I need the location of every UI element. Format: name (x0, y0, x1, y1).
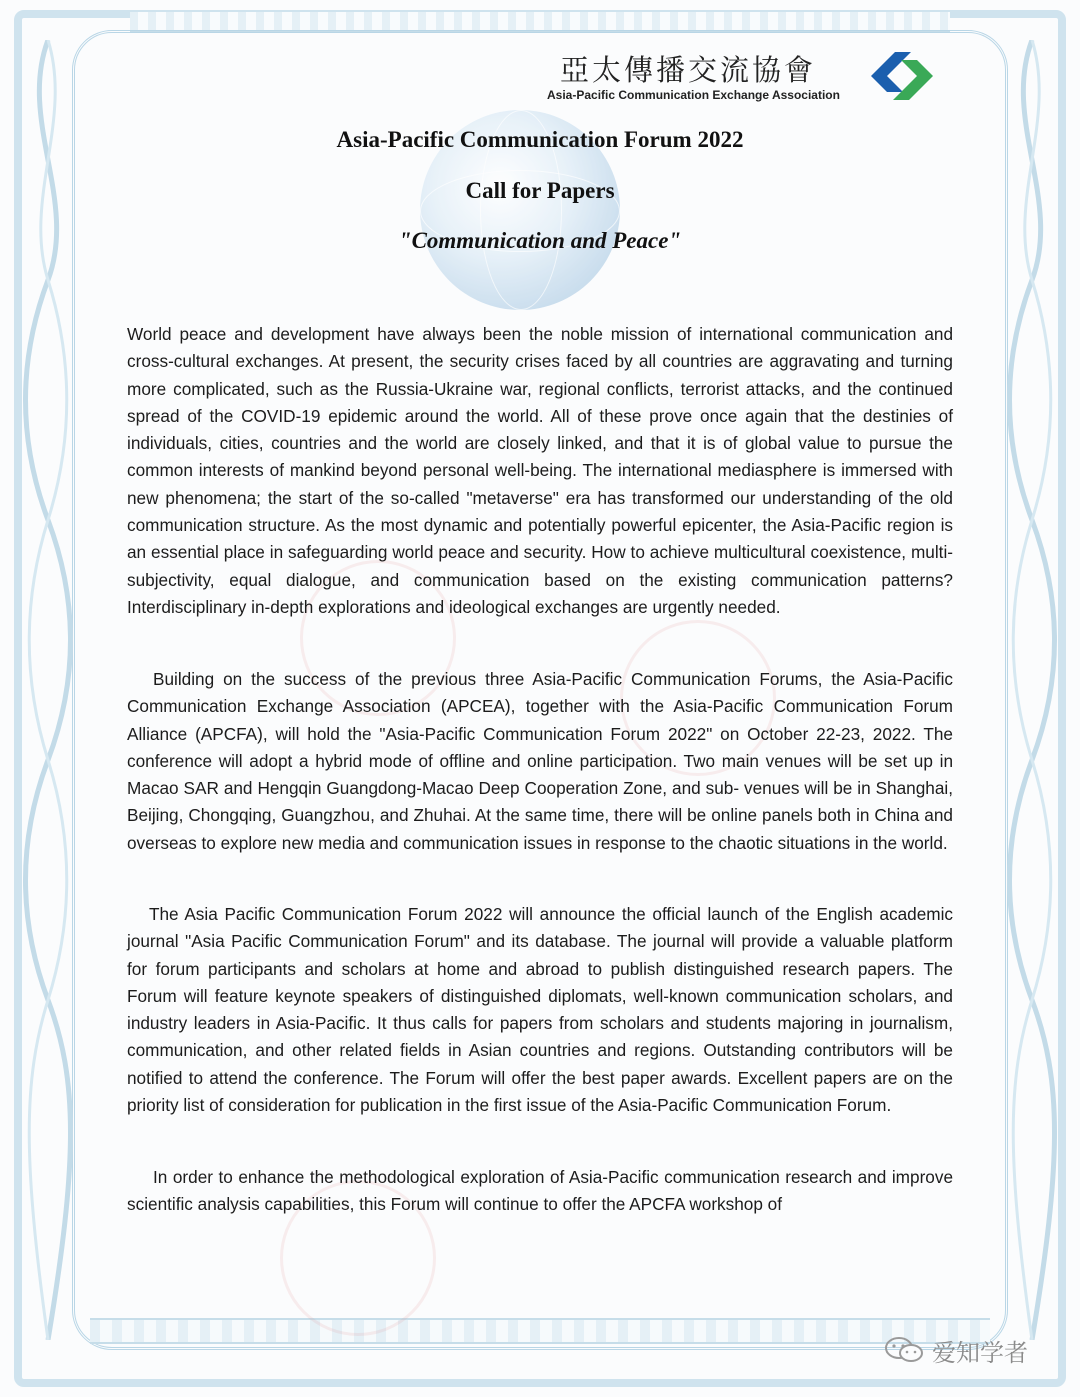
paragraph-journal-launch: The Asia Pacific Communication Forum 2022 will announce the official launch of the English academic journal "Asia Pacific Communication Forum" and its database. The journal will provide a valuable platform for forum participants and scholars at home and abroad to publish distinguished research papers. The Forum will feature keynote speakers of distinguished diplomats, well-known communication scholars, and industry leaders in Asia-Pacific. It thus calls for papers from scholars and students majoring in journalism, communication, and other related fields in Asian countries and regions. Outstanding contributors will be notified to attend the conference. The Forum will offer the best paper awards. Excellent papers are on the priority list of consideration for publication in the first issue of the Asia-Pacific Communication Forum. (127, 904, 953, 1116)
wechat-icon (884, 1336, 924, 1364)
paragraph-workshop: In order to enhance the methodological exploration of Asia-Pacific communication research and improve scientific analysis capabilities, this Forum will continue to offer the APCFA workshop of (127, 1167, 953, 1215)
forum-title: Asia-Pacific Communication Forum 2022 (336, 127, 744, 152)
association-logo (545, 48, 945, 108)
paragraph-forum-details: Building on the success of the previous three Asia-Pacific Communication Forums, the Asia-Pacific Communication Exchange Association (APCEA), together with the Asia-Pacific Communication Forum Alliance (APCFA), will hold the "Asia-Pacific Communication Forum 2022" on October 22-23, 2022. The conference will adopt a hybrid mode of offline and online participation. Two main venues will be set up in Macao SAR and Hengqin Guangdong-Macao Deep Cooperation Zone, and sub- venues will be in Shanghai, Beijing, Chongqing, Guangzhou, and Zhuhai. At the same time, there will be online panels both in China and overseas to explore new media and communication issues in response to the chaotic situations in the world. (127, 669, 953, 853)
top-ornament-band (130, 12, 950, 32)
theme-subtitle: "Communication and Peace" (398, 228, 682, 253)
call-for-papers-heading: Call for Papers (465, 178, 615, 203)
paragraph-intro: World peace and development have always been the noble mission of international communication and cross-cultural exchanges. At present, the security crises faced by all countries are aggravating and turning more complicated, such as the Russia-Ukraine war, regional conflicts, terrorist attacks, and the continued spread of the COVID-19 epidemic around the world. All of these prove once again that the destinies of individuals, cities, countries and the world are closely linked, and that it is of global value to pursue the common interests of mankind beyond personal well-being. The international mediasphere is immersed with new phenomena; the start of the so-called "metaverse" era has transformed our understanding of the old communication structure. As the most dynamic and potentially powerful epicenter, the Asia-Pacific region is an essential place in safeguarding world peace and security. How to achieve multicultural coexistence, multi-subjectivity, equal dialogue, and communication based on the existing communication patterns? Interdisciplinary in-depth explorations and ideological exchanges are urgently needed. (127, 324, 953, 617)
logo-english-name: Asia-Pacific Communication Exchange Association (547, 88, 840, 102)
bottom-ornament-band (90, 1318, 990, 1344)
logo-mark-icon (867, 48, 937, 104)
watermark-label: 爱知学者 (932, 1338, 1028, 1367)
logo-chinese-name: 亞太傳播交流協會 (560, 53, 817, 87)
wechat-watermark (884, 1330, 1054, 1370)
